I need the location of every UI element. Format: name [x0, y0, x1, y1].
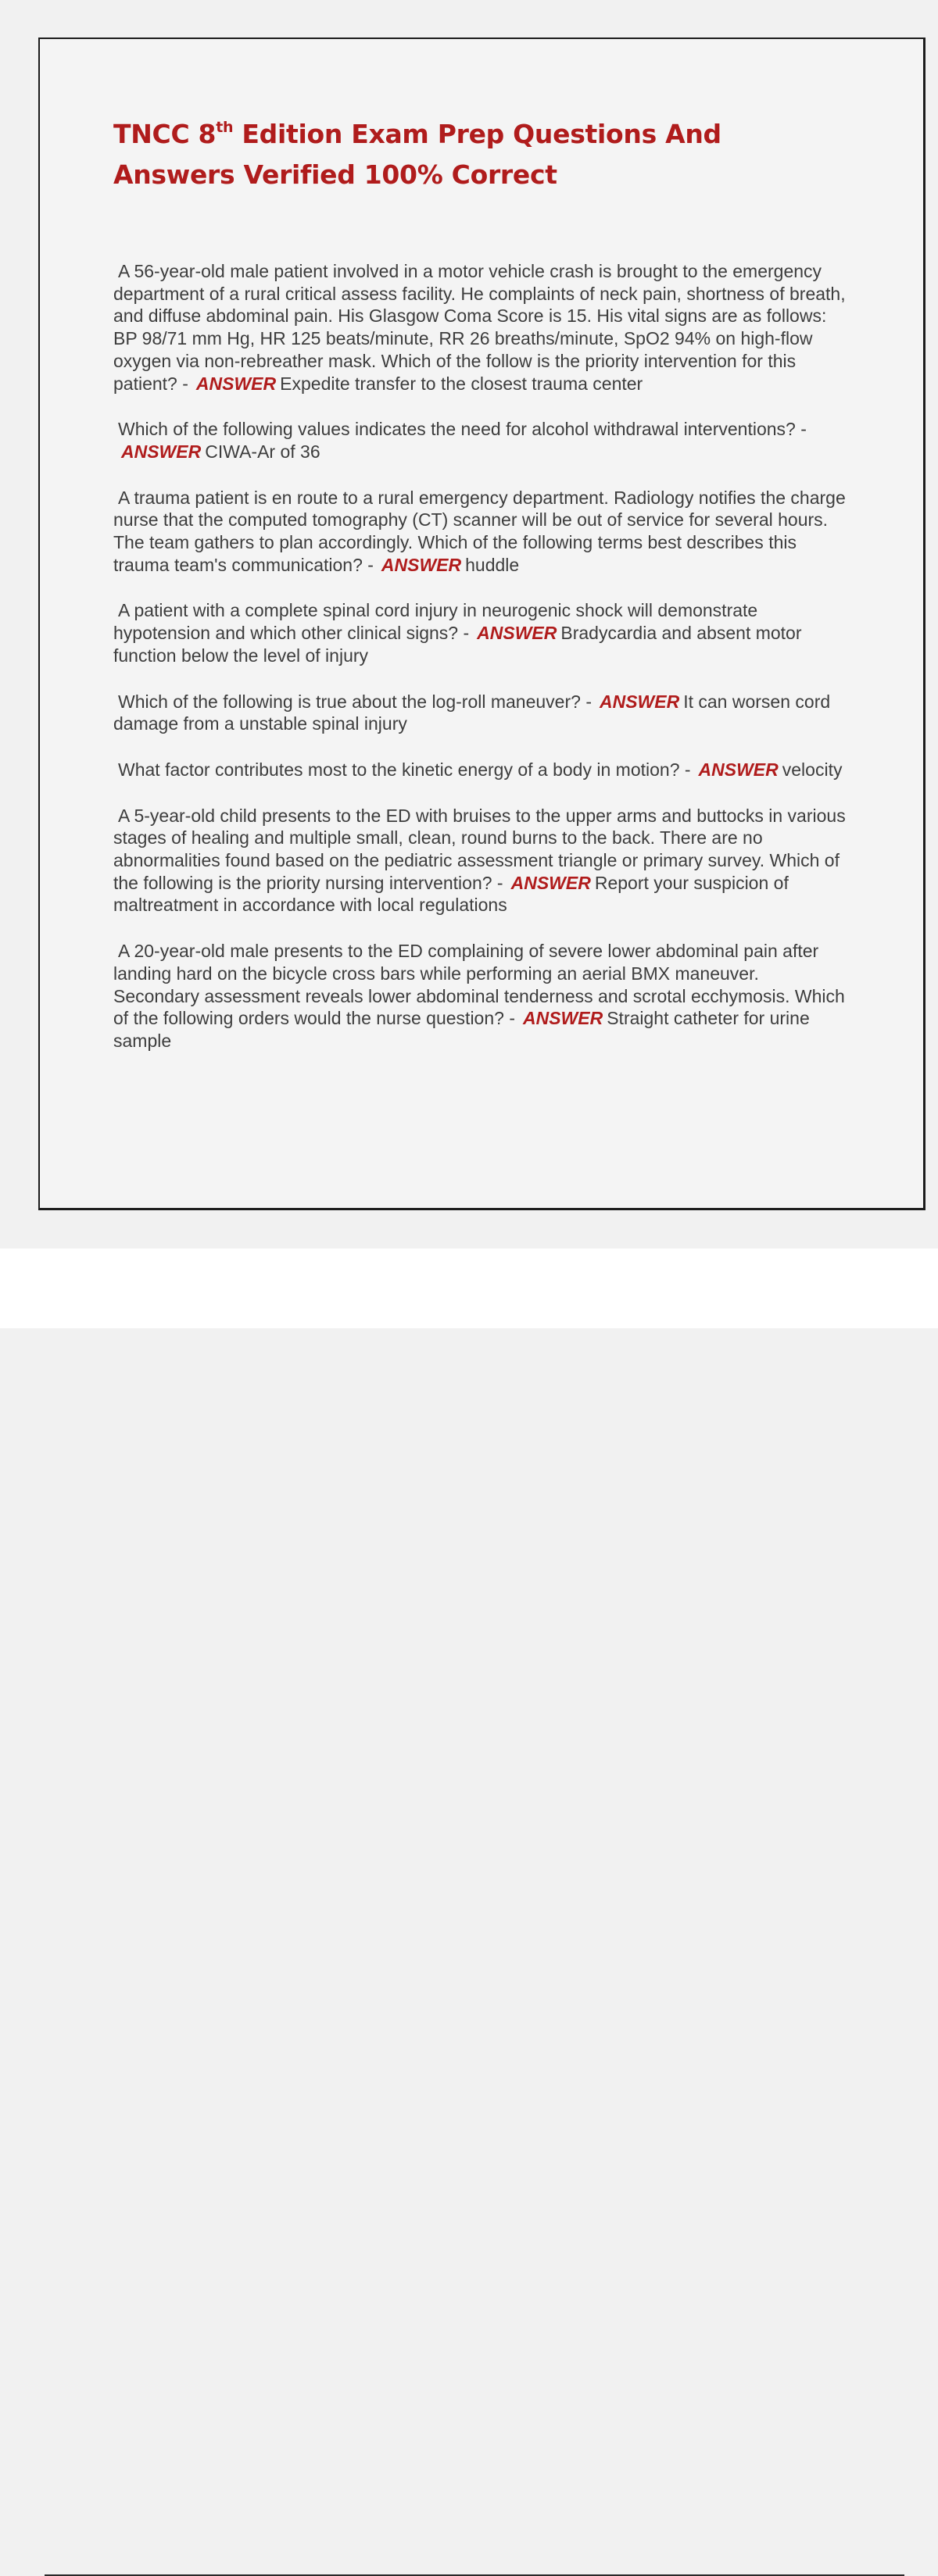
- title-text-end: Edition Exam Prep Questions And Answers Verified 100% Correct: [113, 119, 721, 190]
- answer-text: huddle: [465, 554, 520, 575]
- answer-text: velocity: [782, 759, 843, 780]
- answer-text: CIWA-Ar of 36: [205, 441, 320, 462]
- answer-text: It can worsen cord damage from a unstable spinal injury: [113, 691, 831, 734]
- title-superscript: th: [216, 119, 234, 136]
- answer-label: ANSWER: [381, 554, 462, 575]
- document-title: [113, 114, 848, 195]
- title-text-start: TNCC 8: [113, 119, 217, 149]
- answer-label: ANSWER: [121, 441, 202, 462]
- question-text: A patient with a complete spinal cord injury in neurogenic shock will demonstrate hypotension and which other clinical signs? -: [113, 600, 758, 644]
- question-text: Which of the following values indicates the need for alcohol withdrawal interventions? -: [118, 419, 807, 440]
- qa-item-1: [113, 260, 848, 395]
- document-page-area: [0, 0, 938, 1249]
- qa-item-7: [113, 805, 848, 917]
- question-text: Which of the following is true about the log-roll maneuver? -: [118, 691, 592, 712]
- qa-item-6: [113, 759, 848, 781]
- answer-text: Expedite transfer to the closest trauma center: [280, 373, 643, 394]
- qa-item-4: [113, 599, 848, 666]
- answer-text: Bradycardia and absent motor function below the level of injury: [113, 623, 802, 666]
- qa-item-3: [113, 487, 848, 577]
- qa-item-5: [113, 691, 848, 735]
- answer-text: Straight catheter for urine sample: [113, 1008, 810, 1051]
- question-answer-list: [113, 260, 848, 1076]
- answer-label: ANSWER: [510, 872, 591, 893]
- answer-label: ANSWER: [522, 1008, 603, 1029]
- answer-label: ANSWER: [195, 373, 277, 394]
- question-text: A 5-year-old child presents to the ED with bruises to the upper arms and buttocks in various stages of healing and multiple small, clean, round burns to the back. There are no abnormalities found based on the pediatric assessment triangle or primary survey. Which of the following is the priority nursing intervention? -: [113, 805, 846, 893]
- answer-label: ANSWER: [698, 759, 779, 780]
- answer-label: ANSWER: [477, 623, 557, 644]
- qa-item-8: [113, 940, 848, 1052]
- question-text: A 20-year-old male presents to the ED complaining of severe lower abdominal pain after landing hard on the bicycle cross bars while performing an aerial BMX maneuver. Secondary assessment reveals lower abdominal tenderness and scrotal ecchymosis. Which of the following orders would the nurse question? -: [113, 941, 845, 1029]
- question-text: A 56-year-old male patient involved in a motor vehicle crash is brought to the emergency department of a rural critical assess facility. He complaints of neck pain, shortness of breath, and diffuse abdominal pain. His Glasgow Coma Score is 15. His vital signs are as follows: BP 98/71 mm Hg, HR 125 beats/minute, RR 26 breaths/minute, SpO2 94% on high-flow oxygen via non-rebreather mask. Which of the follow is the priority intervention for this patient? -: [113, 261, 846, 394]
- question-text: What factor contributes most to the kinetic energy of a body in motion? -: [118, 759, 691, 780]
- answer-text: Report your suspicion of maltreatment in accordance with local regulations: [113, 872, 789, 916]
- next-page-area: [0, 1249, 938, 1328]
- answer-label: ANSWER: [599, 691, 680, 712]
- question-text: A trauma patient is en route to a rural emergency department. Radiology notifies the charge nurse that the computed tomography (CT) scanner will be out of service for several hours. The team gathers to plan accordingly. Which of the following terms best describes this trauma team's communication? -: [113, 487, 846, 575]
- qa-item-2: [113, 418, 848, 463]
